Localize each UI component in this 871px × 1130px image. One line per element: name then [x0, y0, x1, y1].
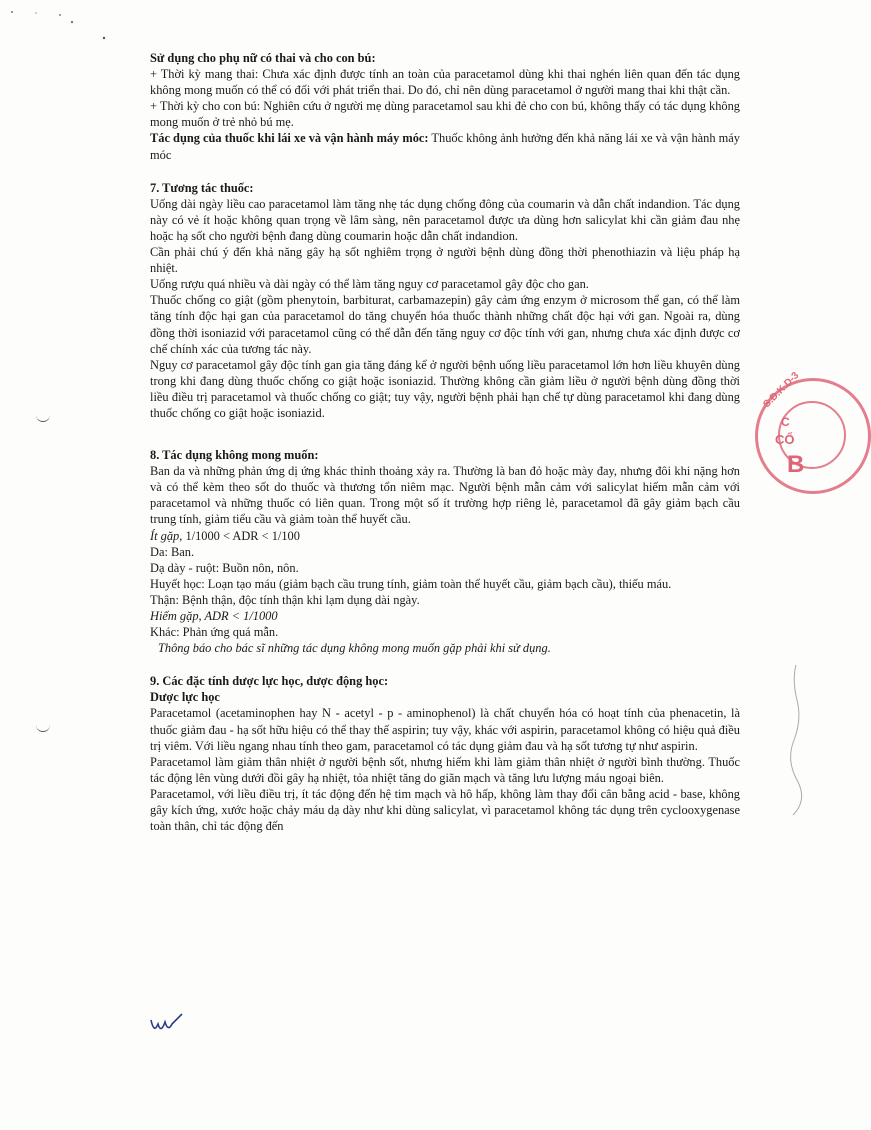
handwritten-initials	[148, 1010, 188, 1040]
notice-text: Thông báo cho bác sĩ những tác dụng không mong muốn gặp phải khi sử dụng.	[158, 641, 551, 656]
punch-hole-mark	[36, 412, 50, 422]
section-heading: 9. Các đặc tính dược lực học, dược động học:	[150, 674, 389, 689]
paragraph: Paracetamol làm giảm thân nhiệt ở người bệnh sốt, nhưng hiếm khi làm giảm thân nhiệt ở người bình thường. Thuốc tác động lên vùng dưới đồi gây hạ nhiệt, tỏa nhiệt tăng do giãn mạch và tăng lưu lượng máu ngoại biên.	[150, 754, 740, 785]
section-heading: Sử dụng cho phụ nữ có thai và cho con bú:	[150, 51, 376, 65]
paragraph	[150, 130, 740, 162]
paragraph: + Thời kỳ mang thai: Chưa xác định được tính an toàn của paracetamol dùng khi thai nghén liên quan đến tác dụng không mong muốn có thể có đối với phát triển thai. Do đó, chỉ nên dùng paracetamol ở người mang thai khi thật cần.	[150, 67, 740, 98]
list-item: Dạ dày - ruột: Buồn nôn, nôn.	[150, 560, 299, 575]
frequency-range: 1/1000 < ADR < 1/100	[182, 528, 300, 543]
inline-heading: Tác dụng của thuốc khi lái xe và vận hành máy móc:	[150, 131, 429, 146]
company-stamp	[755, 370, 871, 494]
subsection-heading: Dược lực học	[150, 690, 220, 705]
frequency-label: Ít gặp,	[150, 528, 183, 543]
paragraph: + Thời kỳ cho con bú: Nghiên cứu ở người mẹ dùng paracetamol sau khi đẻ cho con bú, không thấy có tác dụng không mong muốn ở trẻ nhỏ bú mẹ.	[150, 99, 740, 130]
frequency-line: Hiếm gặp, ADR < 1/1000	[150, 609, 278, 623]
svg-text:C: C	[781, 415, 790, 429]
list-item: Da: Ban.	[150, 544, 195, 559]
paragraph: Ban da và những phản ứng dị ứng khác thỉnh thoảng xảy ra. Thường là ban đỏ hoặc mày đay, nhưng đôi khi nặng hơn và có thể kèm theo sốt do thuốc và thương tổn niêm mạc. Người bệnh mẫn cảm với salicylat hiếm mẫn cảm với paracetamol và những thuốc có liên quan. Trong một số ít trường hợp riêng lẻ, paracetamol đã gây giảm bạch cầu trung tính, giảm tiểu cầu và giảm toàn thể huyết cầu.	[150, 464, 740, 527]
punch-hole-mark	[36, 722, 50, 732]
paragraph: Uống rượu quá nhiều và dài ngày có thể làm tăng nguy cơ paracetamol gây độc cho gan.	[150, 277, 589, 292]
svg-text:CỔ: CỔ	[775, 432, 795, 447]
list-item: Khác: Phản ứng quá mẫn.	[150, 625, 279, 640]
paragraph: Nguy cơ paracetamol gây độc tính gan gia tăng đáng kể ở người bệnh uống liều paracetamol lớn hơn liều khuyên dùng trong khi đang dùng thuốc chống co giật hoặc isoniazid. Thường không cần giảm liều ở người bệnh dùng đồng thời liều điều trị paracetamol và thuốc chống co giật; tuy vậy, người bệnh phải hạn chế tự dùng paracetamol khi đang dùng thuốc chống co giật hoặc isoniazid.	[150, 357, 740, 420]
inline-text: Thuốc không ảnh hưởng đến khả năng lái xe và vận hành máy móc	[150, 131, 740, 162]
paragraph: Paracetamol (acetaminophen hay N - acetyl - p - aminophenol) là chất chuyển hóa có hoạt tính của phenacetin, là thuốc giảm đau - hạ sốt hữu hiệu có thể thay thế aspirin; tuy vậy, khác với aspirin, paracetamol không có hiệu quả điều trị viêm. Với liều ngang nhau tính theo gam, paracetamol có tác dụng giảm đau và hạ sốt tương tự như aspirin.	[150, 706, 740, 753]
paragraph: Uống dài ngày liều cao paracetamol làm tăng nhẹ tác dụng chống đông của coumarin và dẫn chất indandion. Tác dụng này có vẻ ít hoặc không quan trọng về lâm sàng, nên paracetamol được ưa dùng hơn salicylat khi cần giảm đau nhẹ hoặc hạ sốt cho người bệnh đang dùng coumarin hoặc dẫn chất indandion.	[150, 196, 740, 243]
document-body	[150, 50, 740, 834]
paragraph: Thuốc chống co giật (gồm phenytoin, barbiturat, carbamazepin) gây cảm ứng enzym ở microsom thể gan, có thể làm tăng tính độc hại gan của paracetamol do tăng chuyển hóa thuốc thành những chất độc hại với gan. Ngoài ra, dùng đồng thời isoniazid với paracetamol cũng có thể dẫn đến tăng nguy cơ độc tính với gan, nhưng chưa xác định được cơ chế chính xác của tương tác này.	[150, 293, 740, 356]
section-heading: 8. Tác dụng không mong muốn:	[150, 448, 319, 463]
stamp-glyphs	[755, 370, 865, 488]
svg-text:S.Đ.K.D-3: S.Đ.K.D-3	[761, 370, 802, 411]
list-item: Huyết học: Loạn tạo máu (giảm bạch cầu trung tính, giảm toàn thể huyết cầu, giảm bạch cầu), thiếu máu.	[150, 576, 672, 591]
paragraph: Cần phải chú ý đến khả năng gây hạ sốt nghiêm trọng ở người bệnh dùng đồng thời phenothiazin và liệu pháp hạ nhiệt.	[150, 245, 740, 276]
paragraph: Paracetamol, với liều điều trị, ít tác động đến hệ tim mạch và hô hấp, không làm thay đổi cân bằng acid - base, không gây kích ứng, xước hoặc chảy máu dạ dày như khi dùng salicylat, vì paracetamol không tác dụng trên cyclooxygenase toàn thân, chỉ tác động đến	[150, 786, 740, 834]
svg-text:B: B	[787, 451, 805, 478]
section-heading: 7. Tương tác thuốc:	[150, 180, 254, 195]
list-item: Thận: Bệnh thận, độc tính thận khi lạm dụng dài ngày.	[150, 592, 420, 607]
frequency-line	[150, 528, 740, 544]
page-edge-marks	[790, 660, 799, 820]
